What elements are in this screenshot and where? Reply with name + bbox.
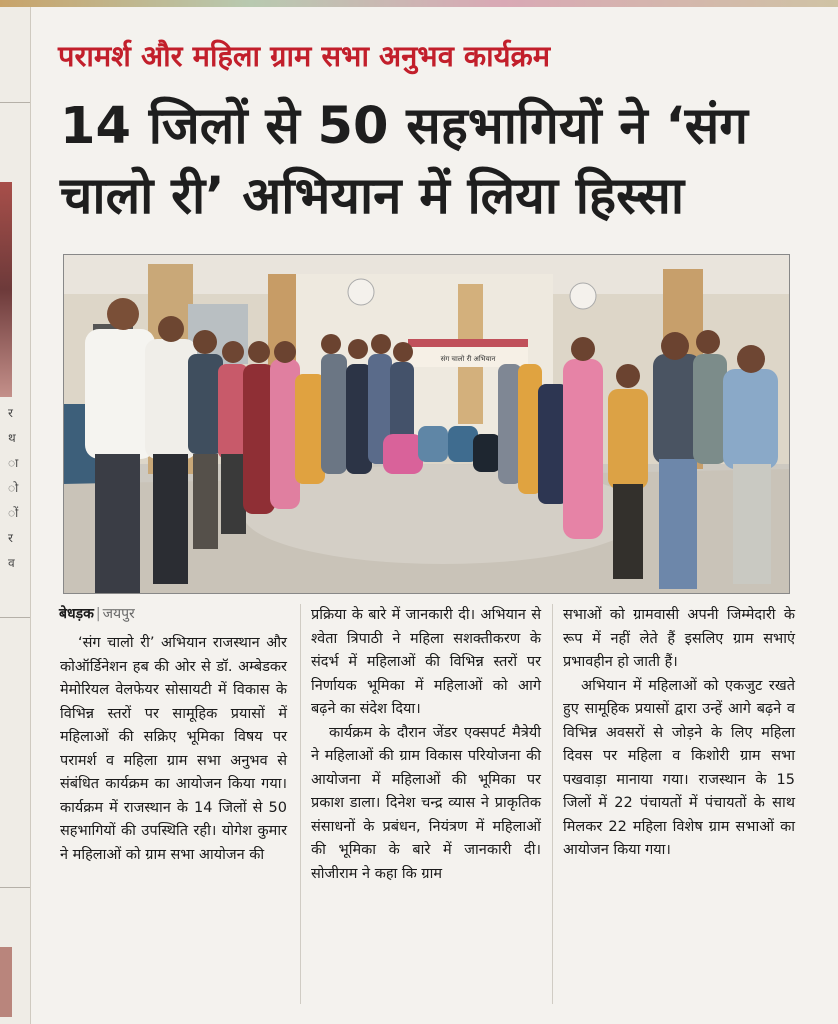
byline-source: बेधड़क <box>59 606 94 622</box>
article-paragraph: कार्यक्रम के दौरान जेंडर एक्सपर्ट मैत्रेयी ने महिलाओं की ग्राम विकास परियोजना की आयोजना में महिलाओं की भूमिका पर प्रकाश डाला। दिनेश चन्द्र व्यास ने प्राकृतिक संसाधनों के प्रबंधन, नियंत्रण में महिलाओं की भूमिका के बारे में जानकारी दी। सोजीराम ने कहा कि ग्राम <box>311 724 541 882</box>
banner-text: संग चालो री अभियान <box>440 355 496 363</box>
article-column-2 <box>311 604 541 886</box>
clip-fragment: र <box>8 531 13 545</box>
clip-fragment: थ <box>8 431 16 445</box>
column-rule <box>300 604 301 1004</box>
adjacent-article-clip <box>0 7 31 1024</box>
group-photo <box>63 254 790 594</box>
kicker-heading: परामर्श और महिला ग्राम सभा अनुभव कार्यक्रम <box>58 39 551 73</box>
article-paragraph: ‘संग चालो री’ अभियान राजस्थान और कोऑर्डिनेशन हब की ओर से डॉ. अम्बेडकर मेमोरियल वेलफेयर सोसायटी में विकास के विभिन्न स्तरों पर सामूहिक प्रयासों में महिलाओं की सक्रिए भूमिका विषय पर परामर्श व महिला ग्राम सभा अनुभव से संबंधित कार्यक्रम का आयोजन किया गया। कार्यक्रम में राजस्थान के 14 जिलों से 50 सहभागियों की उपस्थिति रही। योगेश कुमार ने महिलाओं को ग्राम सभा आयोजन की <box>60 635 287 863</box>
clip-fragment: ो <box>8 481 19 495</box>
column-rule <box>552 604 553 1004</box>
byline <box>59 604 135 623</box>
clip-rule <box>0 102 30 103</box>
article-column-1 <box>60 632 287 867</box>
clip-fragment: र <box>8 406 13 420</box>
clip-photo <box>0 947 12 1017</box>
headline: 14 जिलों से 50 सहभागियों ने ‘संग चालो री’ अभियान में लिया हिस्सा <box>60 97 748 226</box>
top-color-strip <box>0 0 838 7</box>
article-paragraph: सभाओं को ग्रामवासी अपनी जिम्मेदारी के रूप में नहीं लेते हैं इसलिए ग्राम सभाएं प्रभावहीन हो जाती हैं। <box>563 607 795 670</box>
article-paragraph: प्रक्रिया के बारे में जानकारी दी। अभियान से श्वेता त्रिपाठी ने महिला सशक्तीकरण के संदर्भ में महिलाओं की विभिन्न स्तरों पर निर्णायक भूमिका में महिलाओं को आगे बढ़ने का संदेश दिया। <box>311 607 541 717</box>
article-column-3 <box>563 604 795 863</box>
clip-photo <box>0 182 12 397</box>
article-paragraph: अभियान में महिलाओं को एकजुट रखते हुए सामूहिक प्रयासों द्वारा उन्हें आगे बढ़ने व विभिन्न अवसरों से जोड़ने के लिए महिला दिवस पर महिला व किशोरी ग्राम सभा पखवाड़ा मानाया गया। राजस्थान के 15 जिलों में 22 पंचायतों में पंचायतों के साथ मिलकर 22 महिला विशेष ग्राम सभाओं का आयोजन किया गया। <box>563 677 795 858</box>
byline-separator: | <box>95 606 101 622</box>
byline-city: जयपुर <box>102 606 135 622</box>
clip-fragment: व <box>8 556 15 570</box>
clip-rule <box>0 617 30 618</box>
clip-fragment: ों <box>8 506 19 520</box>
clip-rule <box>0 887 30 888</box>
clip-fragment: ा <box>8 456 19 470</box>
